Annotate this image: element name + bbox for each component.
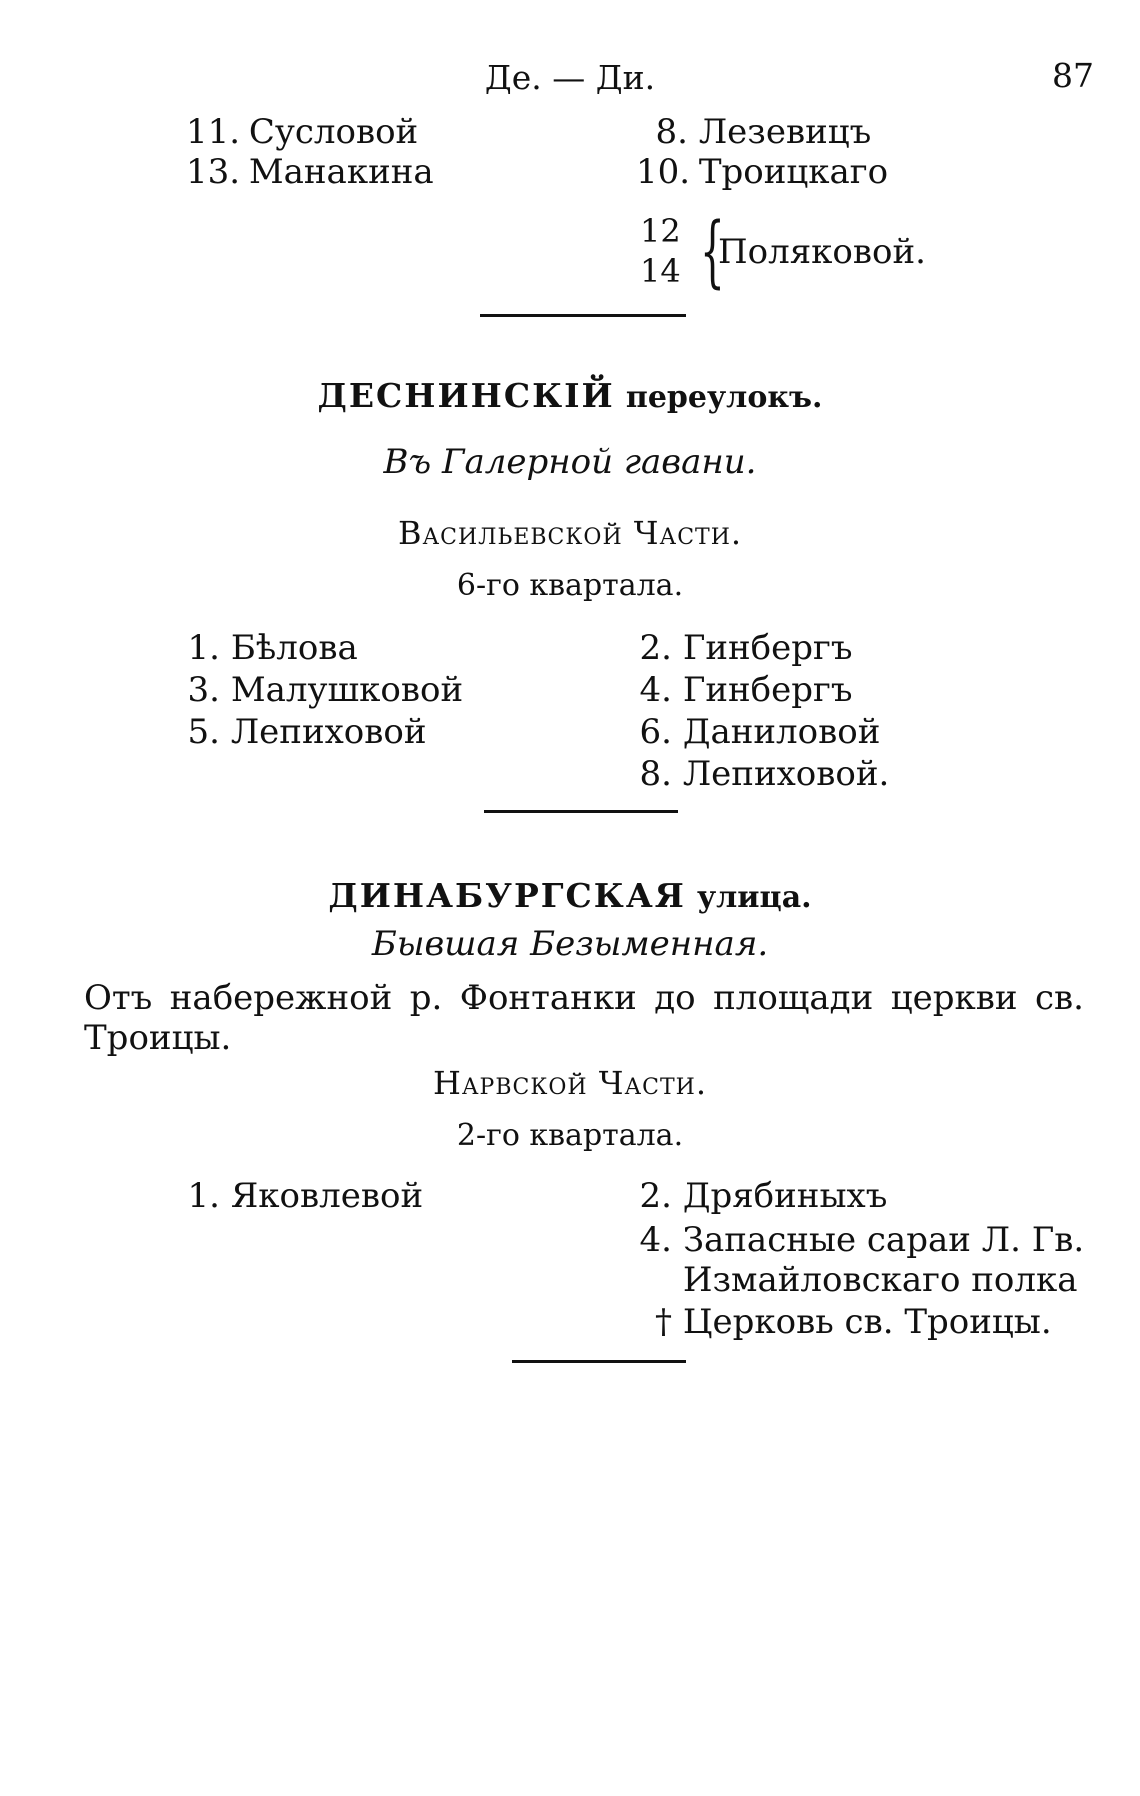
running-header: Де. — Ди.	[484, 58, 656, 97]
street-title: ДИНАБУРГСКАЯ улица.	[328, 876, 812, 915]
list-item: 13. Манакина	[186, 152, 434, 192]
list-item: 8. Лепиховой.	[639, 754, 890, 794]
list-item: 2. Гинбергъ	[639, 628, 853, 668]
street-description: Отъ набережной р. Фонтанки до площади церкви св. Троицы.	[84, 978, 1084, 1058]
list-item: 2. Дрябиныхъ	[639, 1176, 888, 1216]
bracket-name: Поляковой.	[718, 232, 926, 272]
bracket-number: 12	[640, 212, 681, 250]
list-item: 10. Троицкаго	[636, 152, 889, 192]
curly-brace-glyph: {	[700, 207, 725, 297]
list-item: 8. Лезевицъ	[655, 112, 872, 152]
page-number: 87	[1052, 56, 1094, 95]
section-divider	[512, 1360, 686, 1363]
list-item: 1. Яковлевой	[187, 1176, 424, 1216]
district-label: Васильевской Части.	[397, 514, 743, 552]
list-item: 4. Запасные сараи Л. Гв.	[639, 1220, 1085, 1260]
street-title: ДЕСНИНСКІЙ переулокъ.	[317, 376, 823, 415]
street-subtitle: Бывшая Безыменная.	[371, 924, 769, 964]
list-item: 6. Даниловой	[639, 712, 881, 752]
list-item: 3. Малушковой	[187, 670, 464, 710]
list-item: Измайловскаго полка	[682, 1260, 1078, 1300]
quarter-label: 2-го квартала.	[456, 1118, 684, 1153]
list-item: 4. Гинбергъ	[639, 670, 853, 710]
bracket-number: 14	[640, 252, 681, 290]
list-item: † Церковь св. Троицы.	[655, 1302, 1052, 1342]
section-divider	[480, 314, 686, 317]
list-item: 11. Сусловой	[186, 112, 419, 152]
district-label: Нарвской Части.	[432, 1064, 708, 1102]
quarter-label: 6-го квартала.	[456, 568, 684, 603]
street-subtitle: Въ Галерной гавани.	[383, 442, 757, 482]
list-item: 5. Лепиховой	[187, 712, 427, 752]
section-divider	[484, 810, 678, 813]
list-item: 1. Бѣлова	[187, 628, 358, 668]
